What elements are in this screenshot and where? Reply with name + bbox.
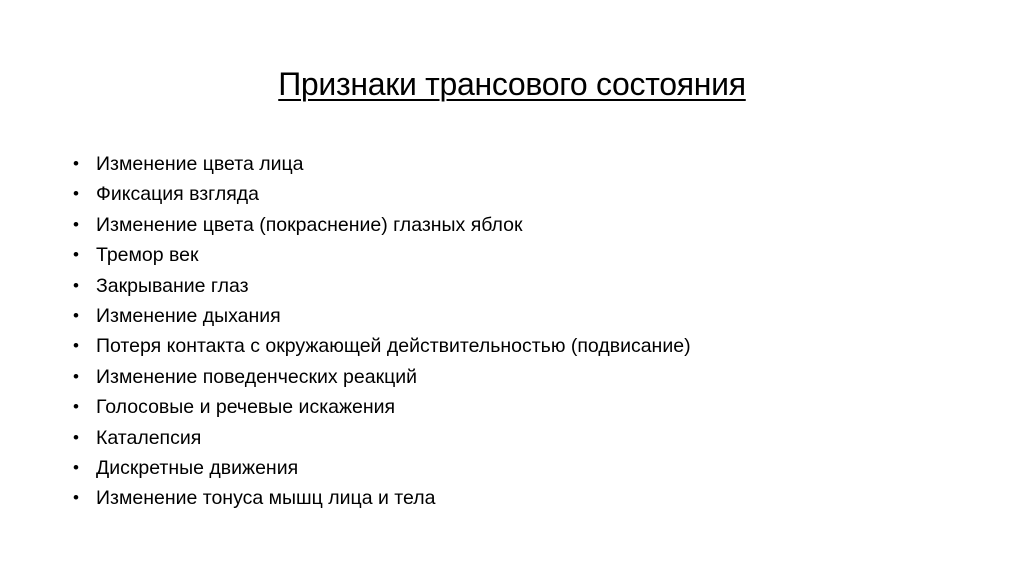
list-item — [73, 483, 973, 513]
list-item — [73, 453, 973, 483]
bullet-icon: • — [73, 366, 79, 386]
bullet-icon: • — [73, 488, 79, 508]
list-item-text: Изменение дыхания — [96, 304, 281, 327]
bullet-icon: • — [73, 457, 79, 477]
list-item-text: Тремор век — [96, 244, 199, 267]
list-item-text: Изменение поведенческих реакций — [96, 365, 418, 388]
list-item-text: Изменение цвета лица — [96, 153, 304, 175]
bullet-icon: • — [73, 275, 79, 295]
bullet-icon: • — [73, 154, 79, 173]
list-item-text: Изменение тонуса мышц лица и тела — [96, 487, 436, 510]
list-item — [73, 210, 973, 240]
list-item — [73, 301, 973, 331]
bullet-list — [73, 149, 973, 514]
bullet-icon: • — [73, 397, 79, 417]
list-item — [73, 423, 973, 453]
list-item-text: Фиксация взгляда — [96, 183, 260, 206]
bullet-icon: • — [73, 427, 79, 447]
list-item-text: Потеря контакта с окружающей действительностью (подвисание) — [96, 335, 691, 358]
list-item — [73, 331, 973, 361]
bullet-icon: • — [73, 305, 79, 325]
list-item-text: Дискретные движения — [96, 456, 299, 479]
list-item — [73, 240, 973, 270]
bullet-icon: • — [73, 184, 79, 204]
list-item-text: Закрывание глаз — [96, 274, 249, 297]
bullet-icon: • — [73, 245, 79, 265]
list-item — [73, 149, 973, 179]
list-item — [73, 271, 973, 301]
bullet-icon: • — [73, 336, 79, 356]
slide-title: Признаки трансового состояния — [278, 66, 746, 102]
list-item-text: Изменение цвета (покраснение) глазных яблок — [96, 213, 523, 236]
list-item — [73, 179, 973, 209]
bullet-icon: • — [73, 214, 79, 234]
list-item — [73, 392, 973, 422]
list-item — [73, 362, 973, 392]
list-item-text: Каталепсия — [96, 426, 202, 449]
list-item-text: Голосовые и речевые искажения — [96, 396, 396, 419]
